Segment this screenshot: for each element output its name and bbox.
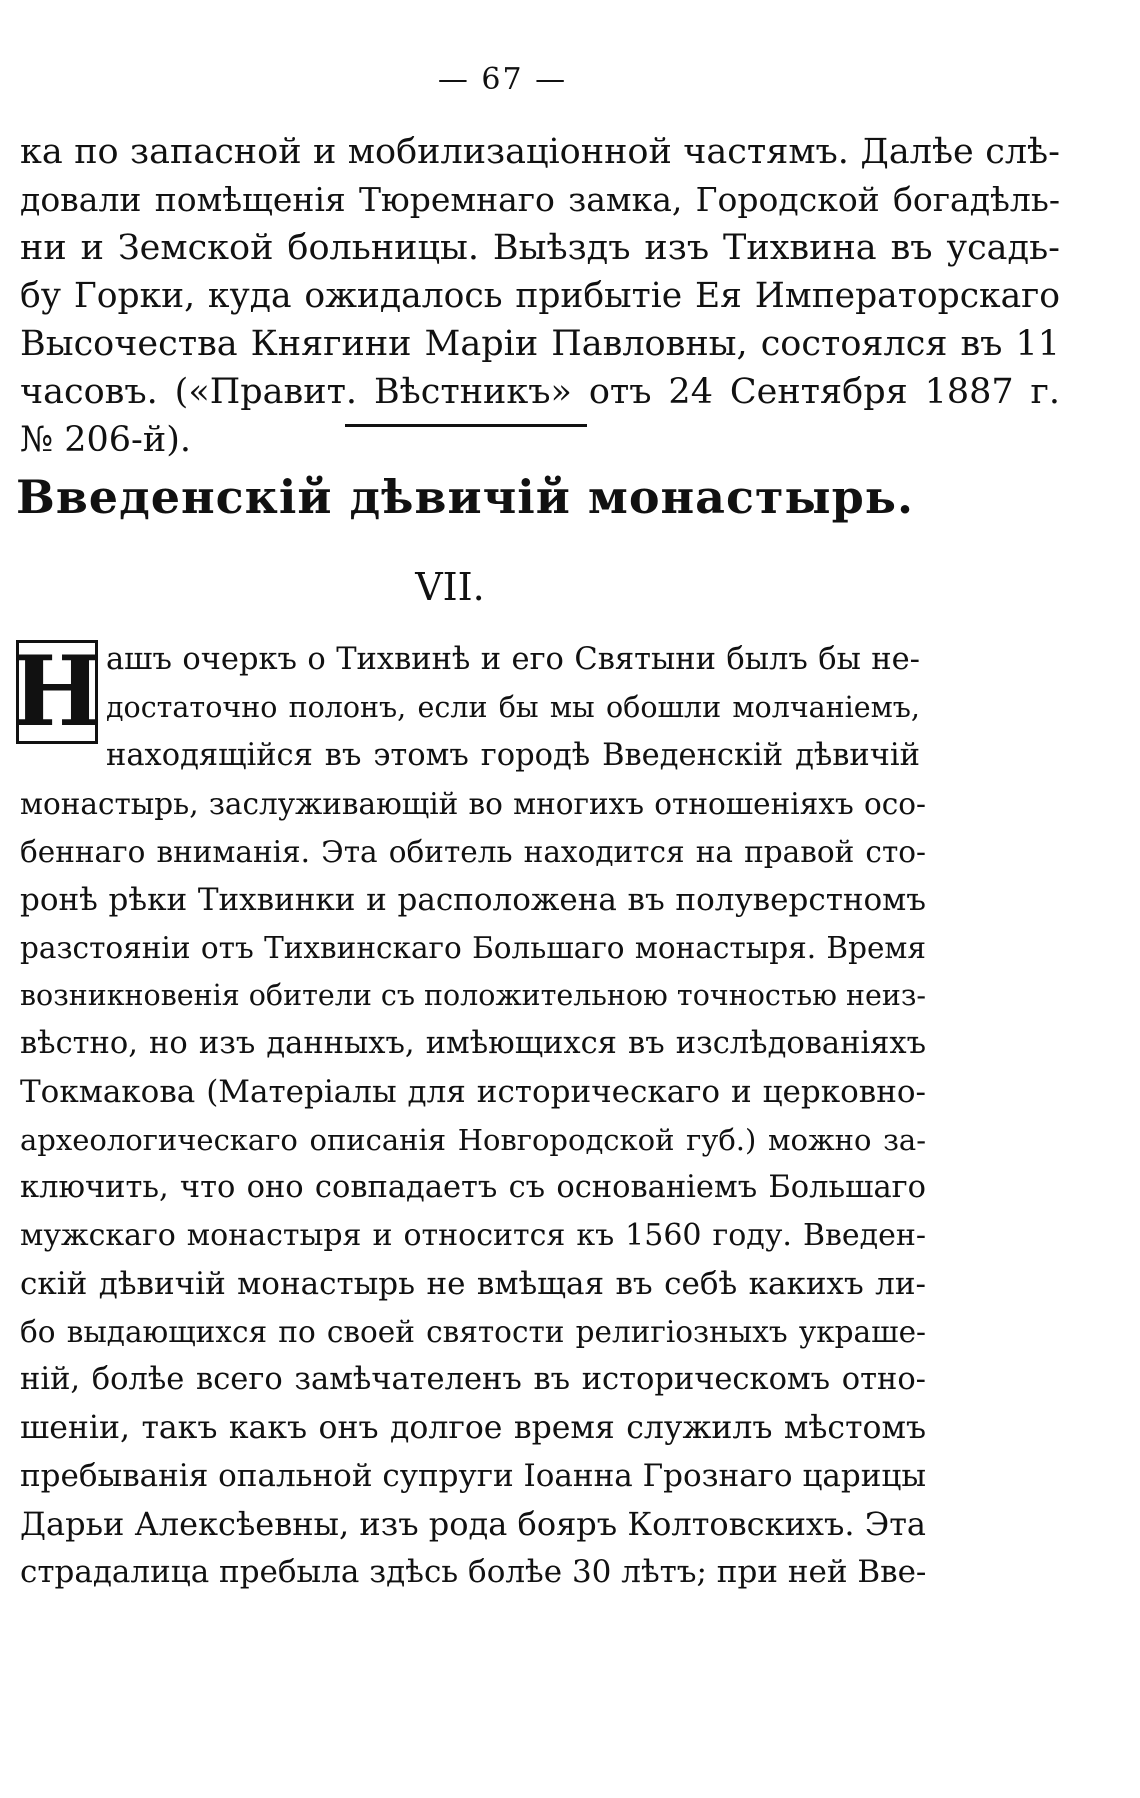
page-number: — 67 — bbox=[437, 62, 568, 97]
text-line: археологическаго описанія Новгородской губ.) можно за- bbox=[20, 1123, 926, 1157]
text-line: Токмакова (Матеріалы для историческаго и церковно- bbox=[20, 1074, 926, 1110]
text-line: скій дѣвичій монастырь не вмѣщая въ себѣ какихъ ли- bbox=[20, 1266, 926, 1302]
text-line: пребыванія опальной супруги Іоанна Грознаго царицы bbox=[20, 1458, 926, 1494]
text-line: ронѣ рѣки Тихвинки и расположена въ полуверстномъ bbox=[20, 882, 926, 918]
text-line: ній, болѣе всего замѣчателенъ въ историческомъ отно- bbox=[20, 1362, 926, 1397]
text-line: бо выдающихся по своей святости религіозныхъ украше- bbox=[20, 1315, 926, 1349]
opening-lines bbox=[106, 636, 920, 780]
text-line: достаточно полонъ, если бы мы обошли молчаніемъ, bbox=[106, 691, 920, 724]
text-line: возникновенія обители съ положительною точностью неиз- bbox=[20, 979, 927, 1012]
drop-cap-letter: Н bbox=[11, 635, 103, 748]
text-line: Дарьи Алексѣевны, изъ рода бояръ Колтовскихъ. Эта bbox=[20, 1505, 926, 1543]
chapter-number: VII. bbox=[415, 565, 485, 609]
text-line: часовъ. («Правит. Вѣстникъ» отъ 24 Сентября 1887 г. bbox=[20, 372, 1060, 412]
text-line: вѣстно, но изъ данныхъ, имѣющихся въ изслѣдованіяхъ bbox=[20, 1026, 926, 1061]
text-line: Высочества Княгини Маріи Павловны, состоялся въ 11 bbox=[20, 324, 1060, 364]
text-line: находящійся въ этомъ городѣ Введенскій дѣвичій bbox=[106, 738, 920, 773]
text-line: ключить, что оно совпадаетъ съ основаніемъ Большаго bbox=[20, 1170, 926, 1205]
text-line: ашъ очеркъ о Тихвинѣ и его Святыни былъ бы не- bbox=[106, 642, 920, 677]
text-line: ни и Земской больницы. Выѣздъ изъ Тихвина въ усадь- bbox=[20, 228, 1060, 268]
text-line: страдалица пребыла здѣсь болѣе 30 лѣтъ; при ней Вве- bbox=[20, 1554, 927, 1590]
text-line: бу Горки, куда ожидалось прибытіе Ея Императорскаго bbox=[20, 276, 1060, 316]
text-line: разстояніи отъ Тихвинскаго Большаго монастыря. Время bbox=[20, 931, 926, 965]
continued-paragraph bbox=[20, 128, 1060, 464]
section-heading: Введенскій дѣвичій монастырь. bbox=[15, 470, 915, 524]
body-paragraph bbox=[20, 780, 926, 1596]
text-line: ка по запасной и мобилизаціонной частямъ. Далѣе слѣ- bbox=[20, 132, 1060, 172]
section-divider bbox=[345, 424, 587, 427]
text-line: монастырь, заслуживающій во многихъ отношеніяхъ осо- bbox=[20, 787, 926, 821]
text-line: довали помѣщенія Тюремнаго замка, Городской богадѣль- bbox=[20, 180, 1060, 219]
text-line: шеніи, такъ какъ онъ долгое время служилъ мѣстомъ bbox=[20, 1410, 926, 1446]
text-line: № 206-й). bbox=[20, 420, 191, 460]
text-line: мужскаго монастыря и относится къ 1560 году. Введен- bbox=[20, 1218, 926, 1253]
text-line: беннаго вниманія. Эта обитель находится на правой сто- bbox=[20, 835, 926, 869]
